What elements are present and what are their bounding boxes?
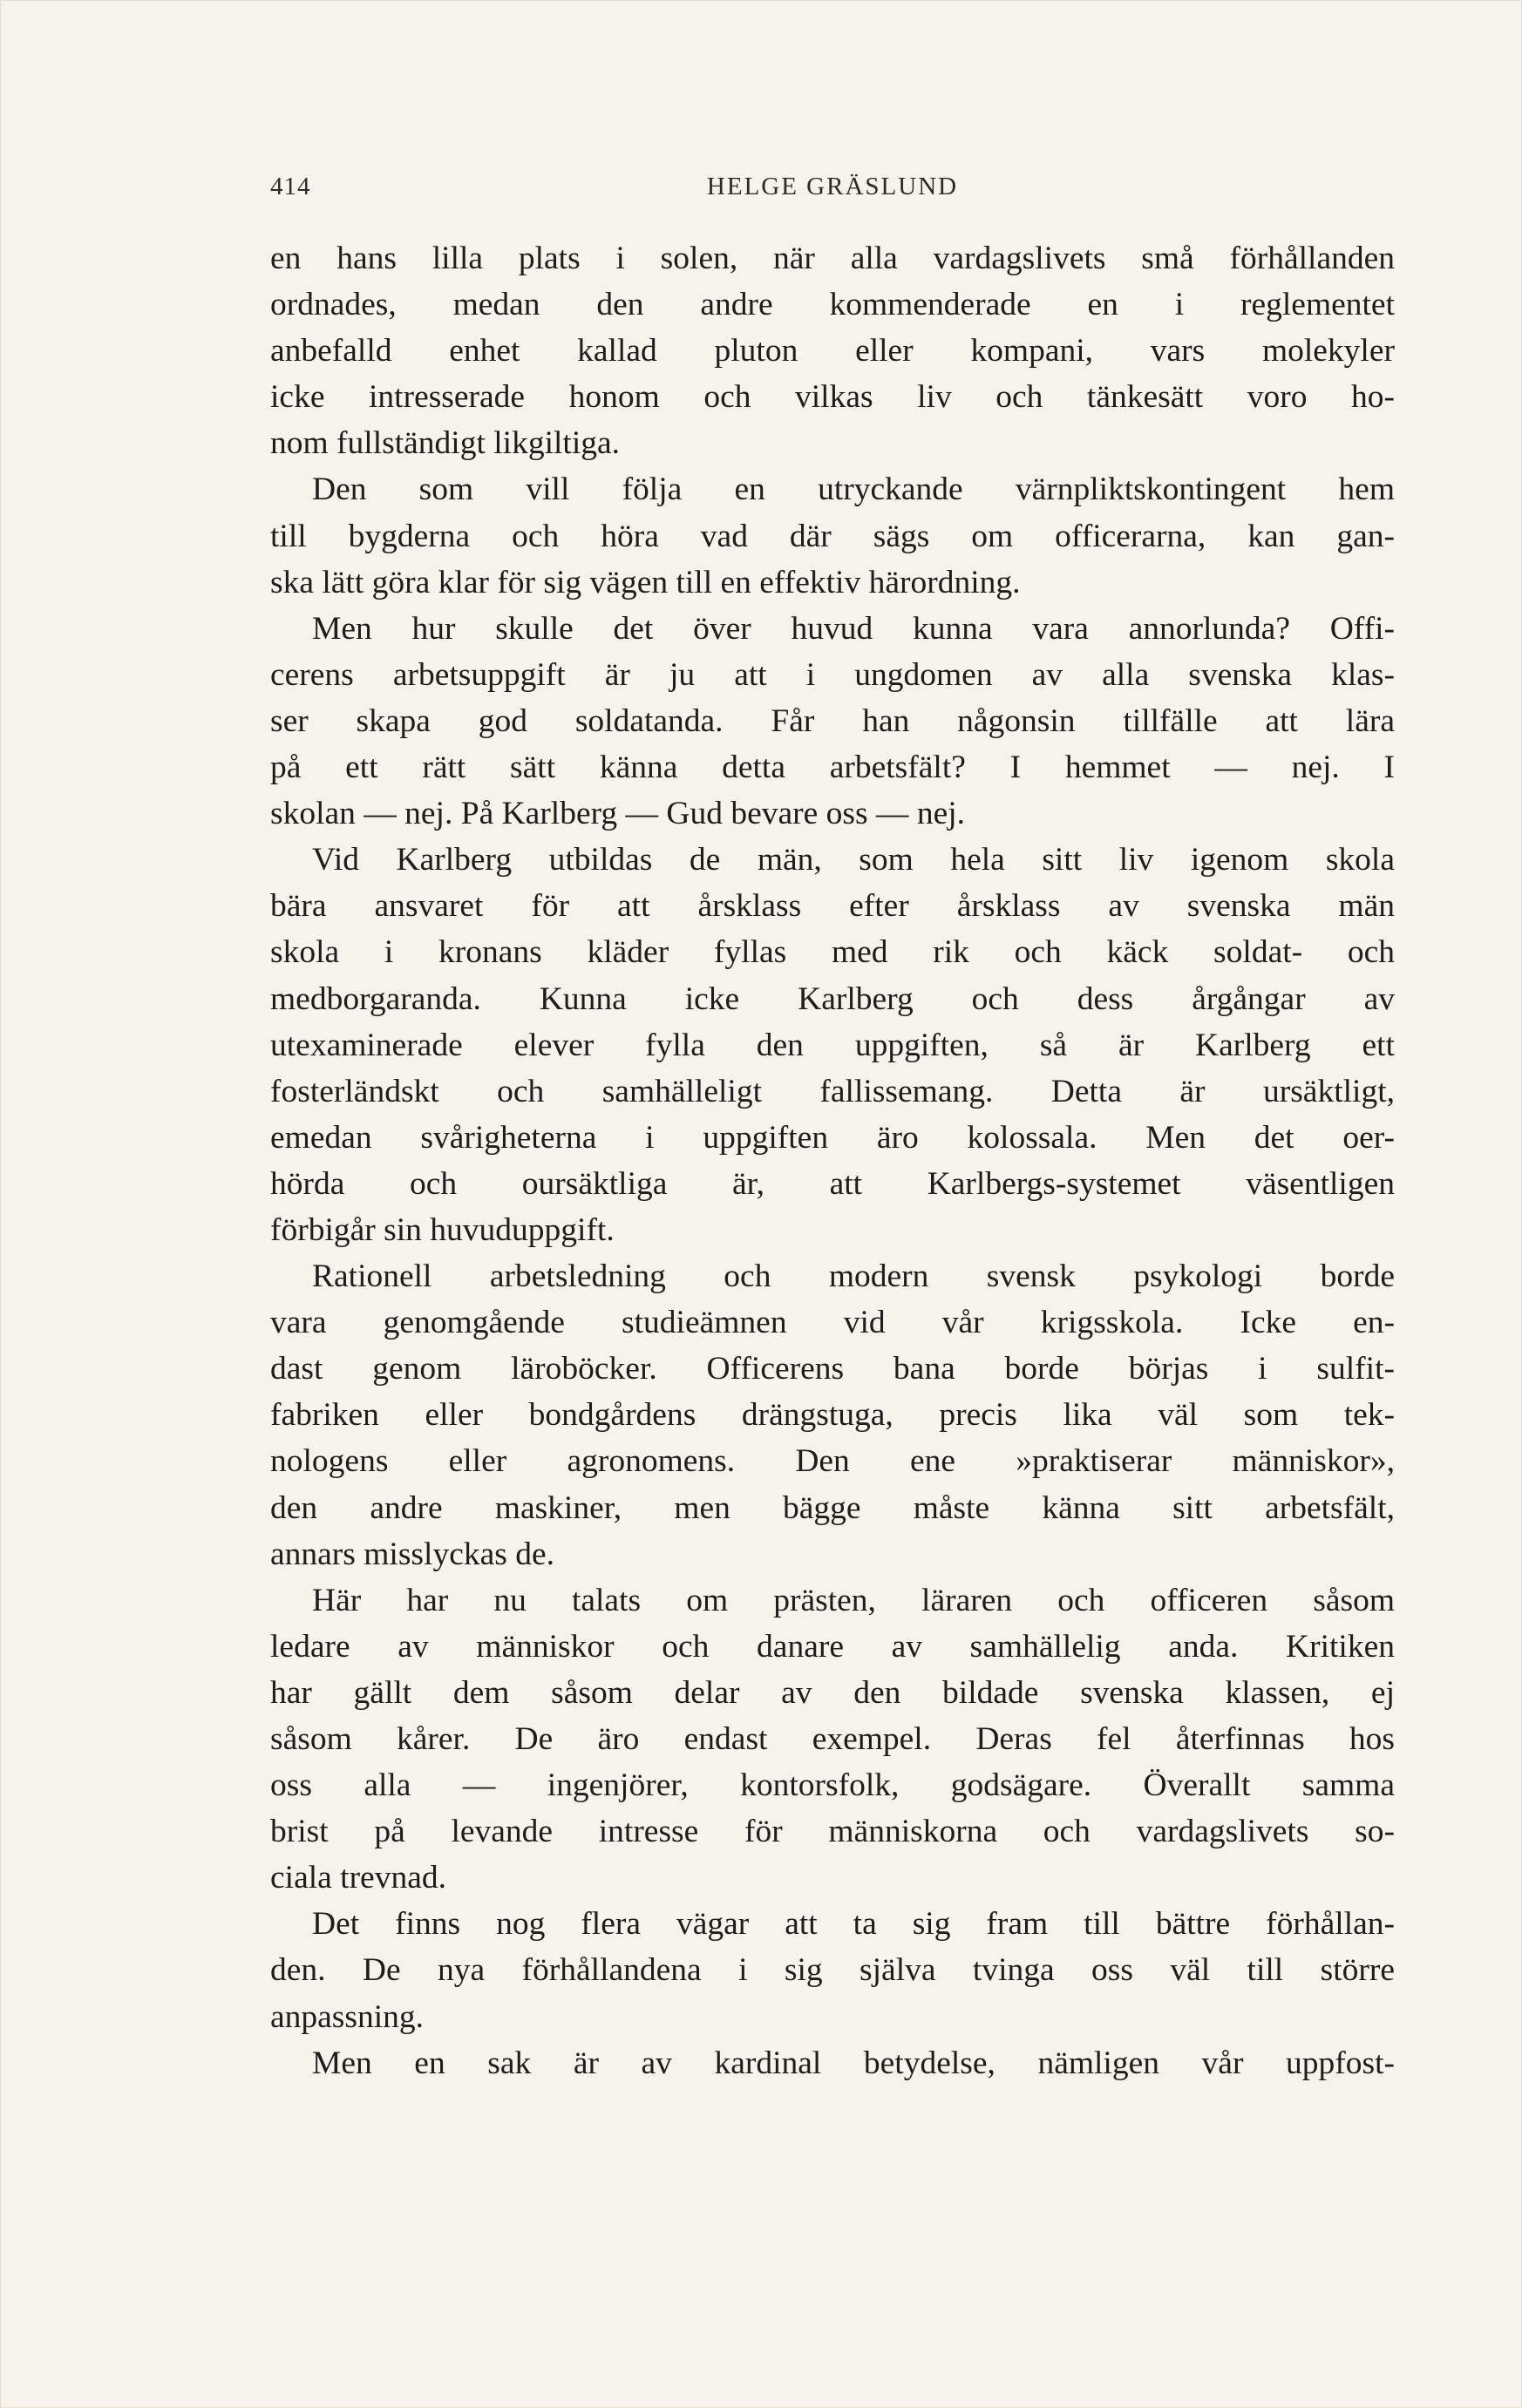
paragraph-1	[270, 235, 1395, 466]
text-line: skola i kronans kläder fyllas med rik och käck soldat- och	[270, 934, 1395, 971]
text-line: nom fullständigt likgiltiga.	[270, 425, 621, 462]
text-line: ska lätt göra klar för sig vägen till en effektiv härordning.	[270, 564, 1021, 600]
text-line: en hans lilla plats i solen, när alla vardagslivets små förhållanden	[270, 241, 1395, 276]
text-line: den andre maskiner, men bägge måste känna sitt arbetsfält,	[270, 1489, 1395, 1526]
paragraph-5	[270, 1253, 1395, 1577]
text-line: fabriken eller bondgårdens drängstuga, precis lika väl som tek-	[270, 1397, 1395, 1434]
text-line: Rationell arbetsledning och modern svensk psykologi borde	[312, 1258, 1395, 1295]
text-line: ciala trevnad.	[270, 1860, 446, 1896]
text-line: den. De nya förhållandena i sig själva tvinga oss väl till större	[270, 1952, 1395, 1989]
body-text	[270, 235, 1395, 2086]
text-line: dast genom läroböcker. Officerens bana borde börjas i sulfit-	[270, 1351, 1395, 1387]
page-number: 414	[270, 173, 311, 200]
text-line: bära ansvaret för att årsklass efter årsklass av svenska män	[270, 888, 1395, 925]
text-line: anbefalld enhet kallad pluton eller kompani, vars molekyler	[270, 333, 1395, 370]
text-line: förbigår sin huvuduppgift.	[270, 1211, 615, 1248]
page-header	[270, 173, 1395, 207]
text-line: emedan svårigheterna i uppgiften äro kolossala. Men det oer-	[270, 1119, 1395, 1156]
text-line: annars misslyckas de.	[270, 1536, 554, 1572]
text-line: utexaminerade elever fylla den uppgiften, så är Karlberg ett	[270, 1027, 1395, 1063]
text-line: till bygderna och höra vad där sägs om officerarna, kan gan-	[270, 518, 1395, 554]
paragraph-8	[270, 2040, 1395, 2086]
text-line: cerens arbetsuppgift är ju att i ungdomen av alla svenska klas-	[270, 656, 1395, 693]
paragraph-7	[270, 1901, 1395, 2039]
text-line: oss alla — ingenjörer, kontorsfolk, godsägare. Överallt samma	[270, 1767, 1395, 1804]
text-line: Här har nu talats om prästen, läraren och officeren såsom	[312, 1582, 1395, 1618]
text-line: Den som vill följa en utryckande värnpliktskontingent hem	[312, 471, 1395, 508]
text-line: fosterländskt och samhälleligt fallissemang. Detta är ursäktligt,	[270, 1073, 1395, 1109]
text-line: hörda och oursäktliga är, att Karlbergs-systemet väsentligen	[270, 1165, 1395, 1202]
text-line: såsom kårer. De äro endast exempel. Deras fel återfinnas hos	[270, 1721, 1395, 1757]
text-line: icke intresserade honom och vilkas liv och tänkesätt voro ho-	[270, 379, 1395, 416]
paragraph-3	[270, 606, 1395, 837]
text-line: på ett rätt sätt känna detta arbetsfält? I hemmet — nej. I	[270, 750, 1395, 786]
text-line: anpassning.	[270, 1998, 425, 2035]
paragraph-6	[270, 1577, 1395, 1902]
text-line: vara genomgående studieämnen vid vår krigsskola. Icke en-	[270, 1305, 1395, 1341]
paragraph-2	[270, 466, 1395, 605]
text-line: Men en sak är av kardinal betydelse, nämligen vår uppfost-	[312, 2045, 1395, 2081]
text-line: Det finns nog flera vägar att ta sig fram till bättre förhållan-	[312, 1906, 1395, 1943]
text-line: nologens eller agronomens. Den ene »praktiserar människor»,	[270, 1443, 1395, 1480]
text-line: ser skapa god soldatanda. Får han någonsin tillfälle att lära	[270, 702, 1395, 739]
text-line: Vid Karlberg utbildas de män, som hela sitt liv igenom skola	[312, 842, 1395, 878]
paragraph-4	[270, 837, 1395, 1253]
running-head-author: HELGE GRÄSLUND	[706, 173, 959, 200]
text-line: har gällt dem såsom delar av den bildade svenska klassen, ej	[270, 1674, 1395, 1711]
text-line: brist på levande intresse för människorna och vardagslivets so-	[270, 1814, 1395, 1850]
text-line: ledare av människor och danare av samhällelig anda. Kritiken	[270, 1628, 1395, 1665]
text-line: medborgaranda. Kunna icke Karlberg och dess årgångar av	[270, 980, 1395, 1017]
text-line: skolan — nej. På Karlberg — Gud bevare oss — nej.	[270, 796, 966, 832]
text-line: Men hur skulle det över huvud kunna vara annorlunda? Offi-	[312, 610, 1395, 647]
text-line: ordnades, medan den andre kommenderade en i reglementet	[270, 287, 1395, 323]
